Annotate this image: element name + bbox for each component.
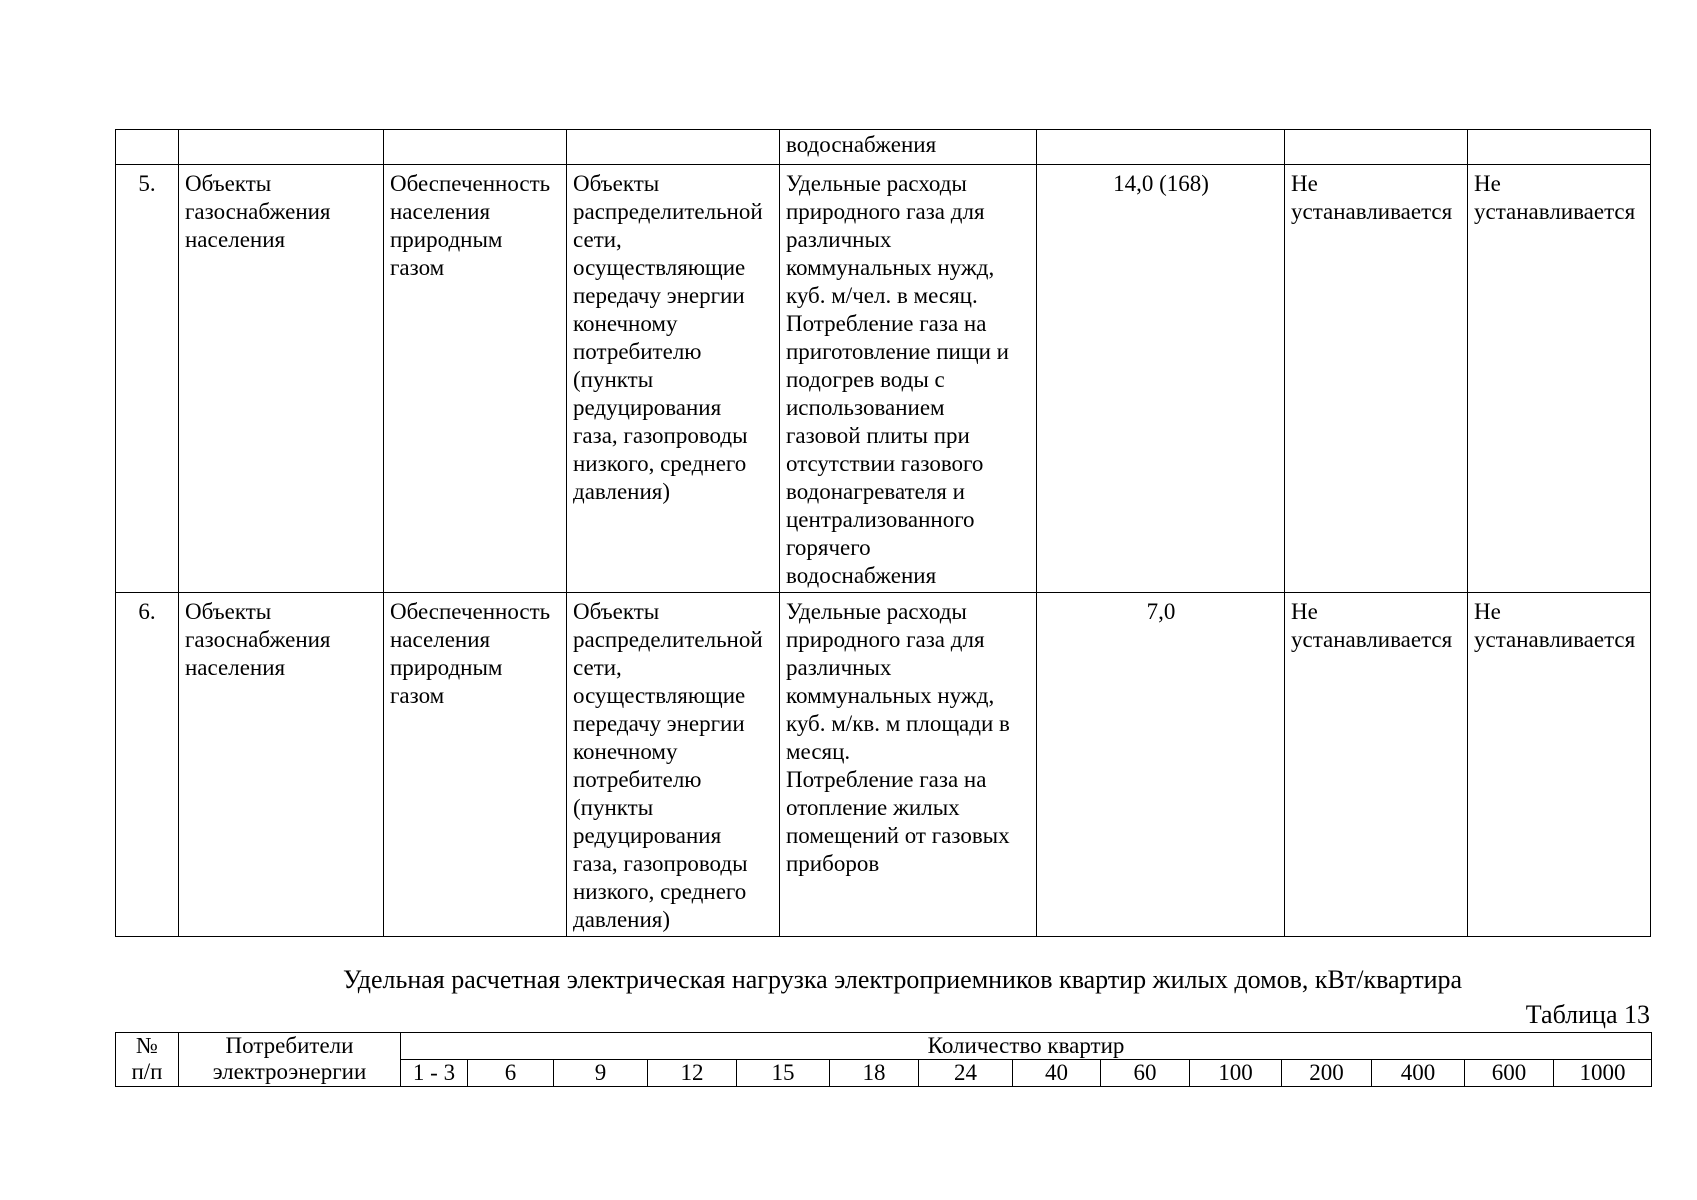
- cell-line: населения: [390, 199, 491, 224]
- cell-line: газом: [390, 683, 445, 708]
- cell-line: подогрев воды с: [786, 367, 945, 392]
- table-cell: [567, 130, 780, 165]
- apartment-count-cell: 12: [648, 1060, 737, 1087]
- cell-line: отопление жилых: [786, 795, 960, 820]
- cell-line: (пункты: [573, 367, 654, 392]
- cell-line: Не: [1474, 599, 1501, 624]
- cell-line: Обеспеченность: [390, 171, 551, 196]
- description-cell: [780, 165, 1037, 593]
- cell-line: Удельные расходы: [786, 171, 967, 196]
- cell-line: электроэнергии: [212, 1059, 367, 1084]
- cell-line: устанавливается: [1291, 627, 1453, 652]
- lower-table: [115, 1032, 1652, 1087]
- caption-title: Удельная расчетная электрическая нагрузка электроприемников квартир жилых домов, кВт/квартира: [342, 965, 1463, 994]
- cell-line: потребителю: [573, 767, 702, 792]
- cell-line: передачу энергии: [573, 711, 745, 736]
- cell-line: газом: [390, 255, 445, 280]
- apartment-count-cell: 18: [830, 1060, 919, 1087]
- cell-line: помещений от газовых: [786, 823, 1010, 848]
- limit-cell: [1285, 593, 1468, 937]
- cell-line: водонагревателя и: [786, 479, 965, 504]
- cell-line: населения: [185, 227, 286, 252]
- cell-line: низкого, среднего: [573, 451, 747, 476]
- cell-line: газа, газопроводы: [573, 423, 748, 448]
- cell-line: Не: [1474, 171, 1501, 196]
- table-number-label: Таблица 13: [1525, 1000, 1650, 1029]
- cell-line: редуцирования: [573, 395, 722, 420]
- row-number: 5.: [116, 165, 179, 593]
- cell-line: устанавливается: [1474, 199, 1636, 224]
- indicator-cell: [384, 593, 567, 937]
- apartment-count-cell: 6: [468, 1060, 554, 1087]
- consumers-header: [179, 1033, 401, 1087]
- table-cell: водоснабжения: [780, 130, 1037, 165]
- apartment-count-cell: 40: [1013, 1060, 1101, 1087]
- table-cell: [1285, 130, 1468, 165]
- upper-table: [115, 129, 1651, 937]
- limit-cell: [1468, 593, 1651, 937]
- table-cell: [179, 130, 384, 165]
- table-row: [116, 165, 1651, 593]
- apartment-count-cell: 1000: [1554, 1060, 1652, 1087]
- cell-line: газоснабжения: [185, 199, 331, 224]
- cell-line: №: [136, 1033, 158, 1058]
- cell-line: устанавливается: [1474, 627, 1636, 652]
- description-cell: [780, 593, 1037, 937]
- apartment-count-header: Количество квартир: [401, 1033, 1652, 1060]
- cell-line: осуществляющие: [573, 255, 746, 280]
- limit-cell: [1468, 165, 1651, 593]
- num-header: [116, 1033, 179, 1087]
- cell-line: сети,: [573, 227, 622, 252]
- indicator-cell: [384, 165, 567, 593]
- cell-line: природного газа для: [786, 199, 985, 224]
- cell-line: конечному: [573, 311, 678, 336]
- cell-line: давления): [573, 907, 671, 932]
- cell-line: низкого, среднего: [573, 879, 747, 904]
- cell-line: сети,: [573, 655, 622, 680]
- table-cell: [1037, 130, 1285, 165]
- facilities-cell: [567, 165, 780, 593]
- cell-line: природным: [390, 227, 503, 252]
- cell-line: куб. м/чел. в месяц.: [786, 283, 978, 308]
- object-cell: [179, 165, 384, 593]
- apartment-count-cell: 200: [1282, 1060, 1372, 1087]
- table-caption: [115, 965, 1650, 995]
- table-row: [116, 130, 1651, 165]
- cell-line: Объекты: [185, 599, 272, 624]
- cell-line: распределительной: [573, 199, 763, 224]
- cell-line: п/п: [131, 1059, 163, 1084]
- apartment-count-cell: 400: [1372, 1060, 1465, 1087]
- cell-line: природного газа для: [786, 627, 985, 652]
- table-cell: [1468, 130, 1651, 165]
- cell-line: приборов: [786, 851, 880, 876]
- table-cell: [116, 130, 179, 165]
- facilities-cell: [567, 593, 780, 937]
- table-row: [116, 593, 1651, 937]
- cell-line: приготовление пищи и: [786, 339, 1009, 364]
- cell-line: Объекты: [573, 599, 660, 624]
- cell-line: Не: [1291, 599, 1318, 624]
- cell-line: централизованного: [786, 507, 975, 532]
- table-cell: [384, 130, 567, 165]
- apartment-count-cell: 24: [919, 1060, 1013, 1087]
- cell-line: распределительной: [573, 627, 763, 652]
- row-number: 6.: [116, 593, 179, 937]
- cell-line: редуцирования: [573, 823, 722, 848]
- cell-line: Не: [1291, 171, 1318, 196]
- cell-line: Потребление газа на: [786, 767, 987, 792]
- cell-line: Потребители: [225, 1033, 354, 1058]
- cell-line: горячего: [786, 535, 871, 560]
- cell-line: коммунальных нужд,: [786, 255, 995, 280]
- apartment-count-cell: 9: [554, 1060, 648, 1087]
- cell-line: различных: [786, 227, 892, 252]
- cell-line: месяц.: [786, 739, 851, 764]
- cell-line: использованием: [786, 395, 945, 420]
- cell-line: устанавливается: [1291, 199, 1453, 224]
- cell-line: отсутствии газового: [786, 451, 984, 476]
- cell-line: потребителю: [573, 339, 702, 364]
- cell-line: Удельные расходы: [786, 599, 967, 624]
- cell-line: Объекты: [573, 171, 660, 196]
- cell-line: Обеспеченность: [390, 599, 551, 624]
- apartment-count-cell: 100: [1190, 1060, 1282, 1087]
- cell-line: конечному: [573, 739, 678, 764]
- cell-line: различных: [786, 655, 892, 680]
- cell-line: Потребление газа на: [786, 311, 987, 336]
- cell-line: населения: [185, 655, 286, 680]
- cell-line: населения: [390, 627, 491, 652]
- limit-cell: [1285, 165, 1468, 593]
- cell-line: газа, газопроводы: [573, 851, 748, 876]
- cell-line: осуществляющие: [573, 683, 746, 708]
- cell-line: давления): [573, 479, 671, 504]
- apartment-count-cell: 15: [737, 1060, 830, 1087]
- cell-line: Объекты: [185, 171, 272, 196]
- cell-line: водоснабжения: [786, 563, 937, 588]
- cell-line: газоснабжения: [185, 627, 331, 652]
- cell-line: куб. м/кв. м площади в: [786, 711, 1010, 736]
- object-cell: [179, 593, 384, 937]
- cell-line: коммунальных нужд,: [786, 683, 995, 708]
- cell-line: газовой плиты при: [786, 423, 970, 448]
- apartment-count-cell: 1 - 3: [401, 1060, 468, 1087]
- cell-line: (пункты: [573, 795, 654, 820]
- apartment-count-cell: 60: [1101, 1060, 1190, 1087]
- apartment-count-cell: 600: [1465, 1060, 1554, 1087]
- cell-line: природным: [390, 655, 503, 680]
- cell-line: передачу энергии: [573, 283, 745, 308]
- value-cell: 7,0: [1037, 593, 1285, 937]
- value-cell: 14,0 (168): [1037, 165, 1285, 593]
- table-header-row: [116, 1033, 1652, 1060]
